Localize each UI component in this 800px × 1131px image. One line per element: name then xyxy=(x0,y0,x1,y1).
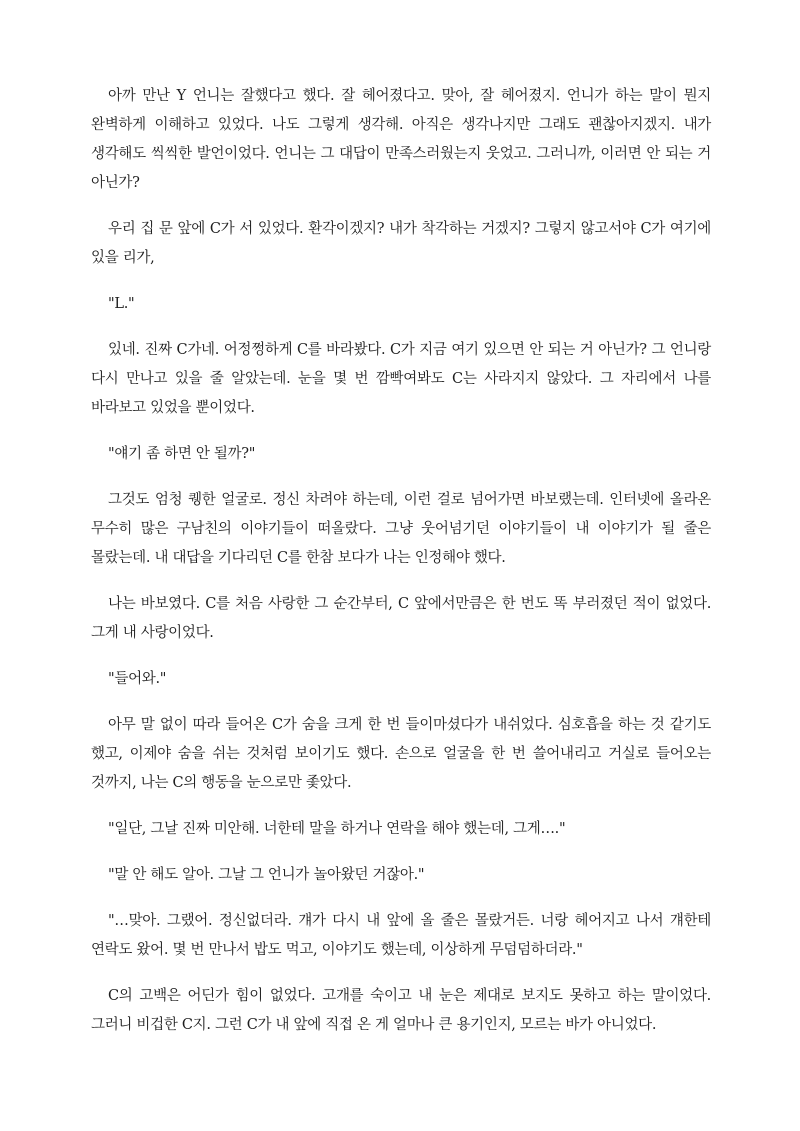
dialogue-line: "일단, 그날 진짜 미안해. 너한테 말을 하거나 연락을 해야 했는데, 그게…." xyxy=(108,821,566,837)
paragraph: 아무 말 없이 따라 들어온 C가 숨을 크게 한 번 들이마셨다가 내쉬었다. 심호흡을 하는 것 같기도 했고, 이제야 숨을 쉬는 것처럼 보이기도 했다. 손으로 얼굴을 한 번 쓸어내리고 거실로 들어오는 것까지, 나는 C의 행동을 눈으로만 좇았다. xyxy=(91,717,711,791)
paragraph: 우리 집 문 앞에 C가 서 있었다. 환각이겠지? 내가 착각하는 거겠지? 그렇지 않고서야 C가 여기에 있을 리가, xyxy=(91,221,711,266)
dialogue-line: "L." xyxy=(108,296,135,312)
paragraph: C의 고백은 어딘가 힘이 없었다. 고개를 숙이고 내 눈은 제대로 보지도 못하고 하는 말이었다. 그러니 비겁한 C지. 그런 C가 내 앞에 직접 온 게 얼마나 큰 용기인지, 모르는 바가 아니었다. xyxy=(91,988,711,1033)
paragraph: 있네. 진짜 C가네. 어정쩡하게 C를 바라봤다. C가 지금 여기 있으면 안 되는 거 아닌가? 그 언니랑 다시 만나고 있을 줄 알았는데. 눈을 몇 번 깜빡여봐도 C는 사라지지 않았다. 그 자리에서 나를 바라보고 있었을 뿐이었다. xyxy=(91,342,711,416)
paragraph: 그것도 엄청 퀭한 얼굴로. 정신 차려야 하는데, 이런 걸로 넘어가면 바보랬는데. 인터넷에 올라온 무수히 많은 구남친의 이야기들이 떠올랐다. 그냥 웃어넘기던 이야기들이 내 이야기가 될 줄은 몰랐는데. 내 대답을 기다리던 C를 한참 보다가 나는 인정해야 했다. xyxy=(91,492,711,566)
paragraph: 아까 만난 Y 언니는 잘했다고 했다. 잘 헤어졌다고. 맞아, 잘 헤어졌지. 언니가 하는 말이 뭔지 완벽하게 이해하고 있었다. 나도 그렇게 생각해. 아직은 생각나지만 그래도 괜찮아지겠지. 내가 생각해도 씩씩한 발언이었다. 언니는 그 대답이 만족스러웠는지 웃었고. 그러니까, 이러면 안 되는 거 아닌가? xyxy=(91,88,711,191)
document-body xyxy=(91,82,711,1057)
dialogue-line: "얘기 좀 하면 안 될까?" xyxy=(108,446,256,462)
dialogue-line: "…맞아. 그랬어. 정신없더라. 걔가 다시 내 앞에 올 줄은 몰랐거든. 너랑 헤어지고 나서 걔한테 연락도 왔어. 몇 번 만나서 밥도 먹고, 이야기도 했는데, 이상하게 무덤덤하더라." xyxy=(91,913,711,958)
dialogue-line: "말 안 해도 알아. 그날 그 언니가 놀아왔던 거잖아." xyxy=(108,867,425,883)
dialogue-line: "들어와." xyxy=(108,671,167,687)
paragraph: 나는 바보였다. C를 처음 사랑한 그 순간부터, C 앞에서만큼은 한 번도 똑 부러졌던 적이 없었다. 그게 내 사랑이었다. xyxy=(91,596,711,641)
